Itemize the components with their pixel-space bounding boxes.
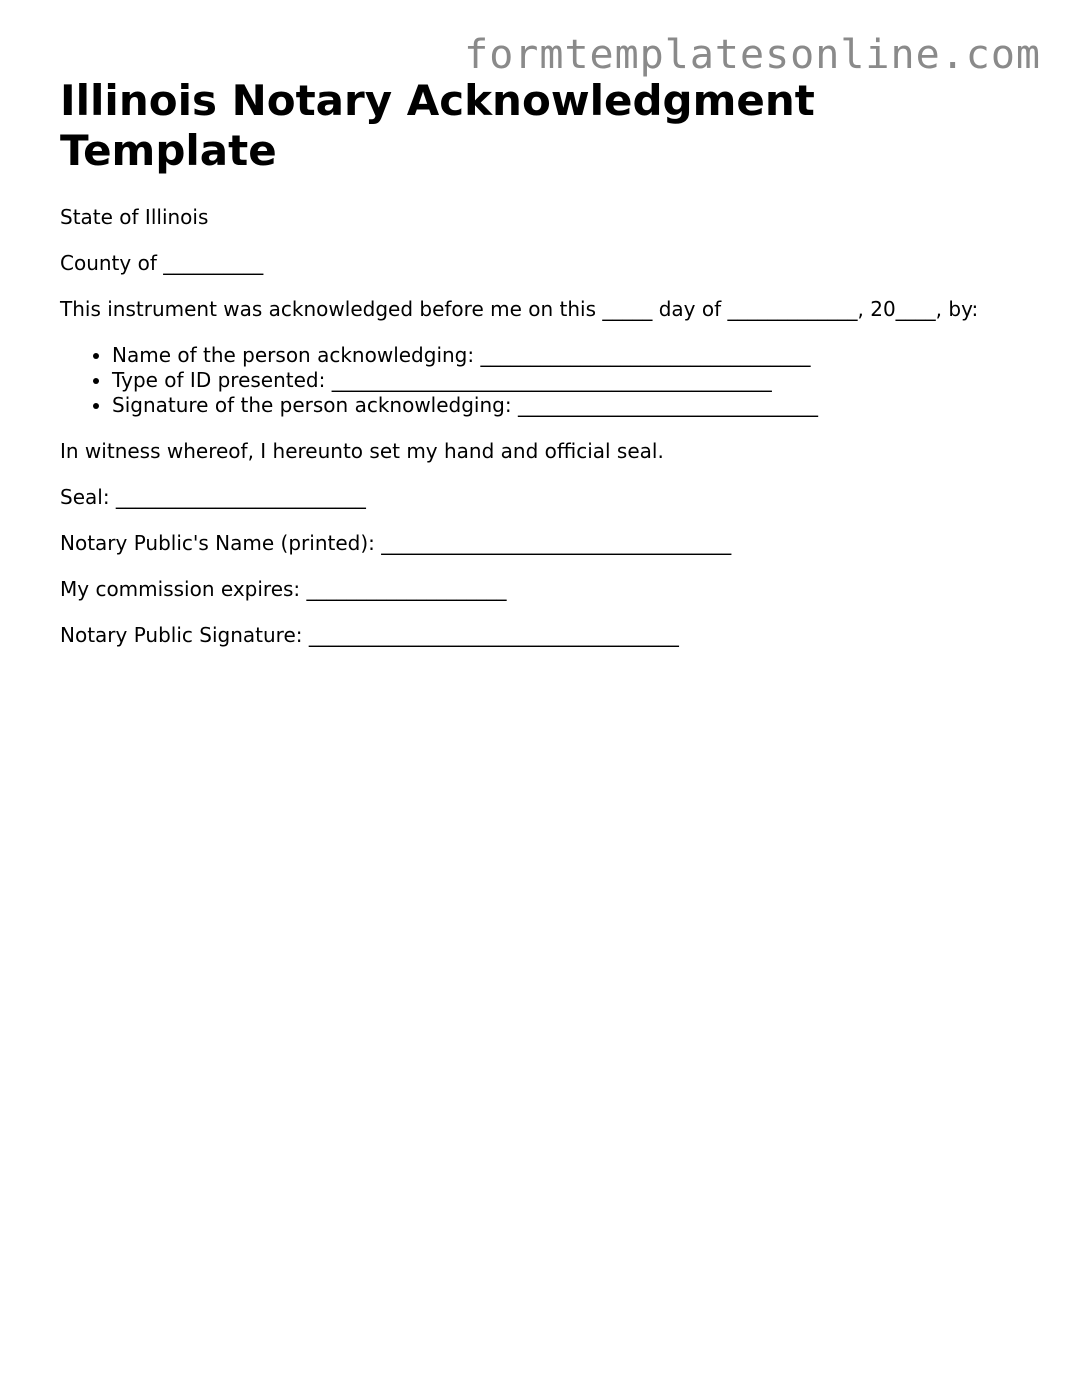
state-line: State of Illinois [60,205,209,229]
document-body [60,76,1020,669]
document-title: Illinois Notary Acknowledgment Template [60,76,815,175]
watermark: formtemplatesonline.com [464,32,1041,78]
witness-line: In witness whereof, I hereunto set my hand and official seal. [60,439,664,463]
notary-signature-line: Notary Public Signature: _____________________________________ [60,623,679,647]
seal-line: Seal: _________________________ [60,485,366,509]
notary-name-line: Notary Public's Name (printed): ___________________________________ [60,531,732,555]
county-line: County of __________ [60,251,264,275]
acknowledgment-field-list [60,343,1020,418]
list-item-id-type: • Type of ID presented: ____________________________________________ [112,368,1020,393]
list-item-person-signature: • Signature of the person acknowledging: ______________________________ [112,393,1020,418]
acknowledgment-line: This instrument was acknowledged before me on this _____ day of _____________, 20____, by: [60,297,979,321]
commission-expires-line: My commission expires: ____________________ [60,577,507,601]
list-item-person-name: • Name of the person acknowledging: _________________________________ [112,343,1020,368]
